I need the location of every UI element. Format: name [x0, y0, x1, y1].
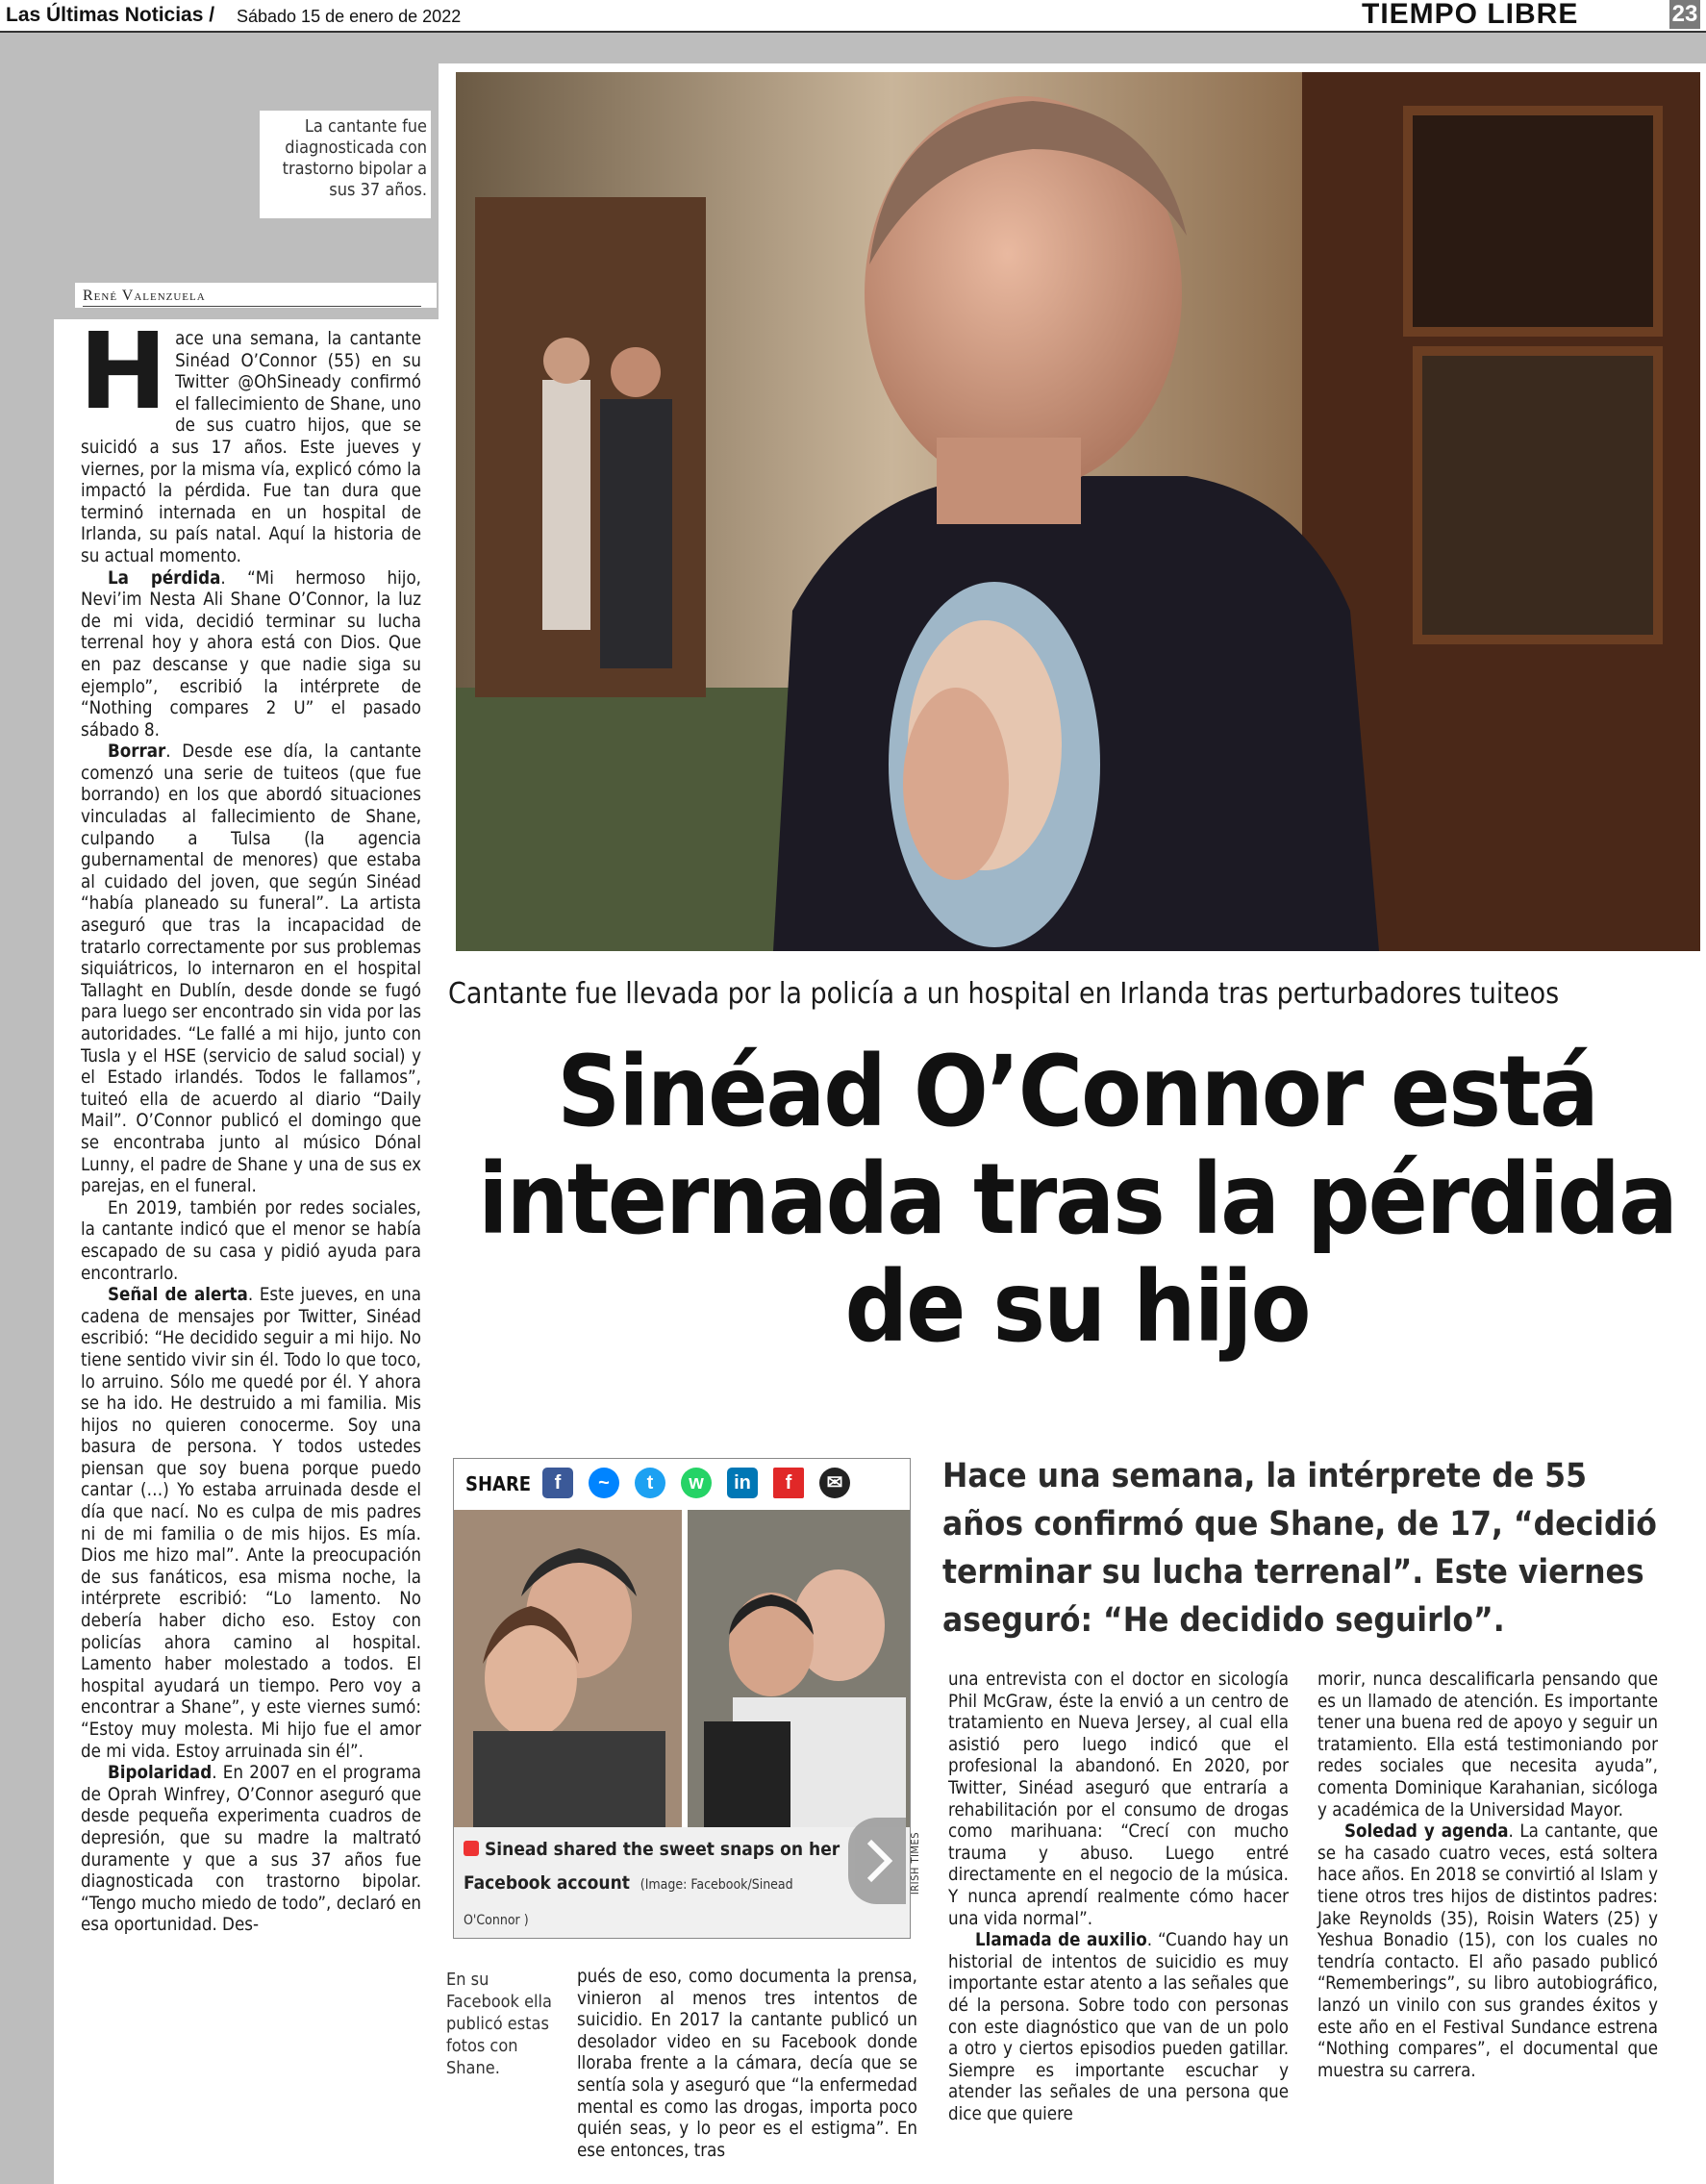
- twitter-icon: t: [635, 1468, 665, 1498]
- facebook-icon: f: [542, 1468, 573, 1498]
- section-title: TIEMPO LIBRE: [1362, 0, 1579, 30]
- next-arrow-button: [848, 1818, 906, 1904]
- paragraph-2019: En 2019, también por redes sociales, la cantante indicó que el menor se había escapado de su casa y pidió ayuda para encontrarlo.: [81, 1197, 421, 1284]
- subhead-borrar: Borrar: [108, 741, 166, 763]
- deck: Hace una semana, la intérprete de 55 años confirmó que Shane, de 17, “decidió terminar su lucha terrenal”. Este viernes aseguró: “He decidido seguirlo”.: [942, 1457, 1657, 1640]
- headline-line-3: de su hijo: [844, 1250, 1310, 1365]
- paragraph-borrar: . Desde ese día, la cantante comenzó una serie de tuiteos (que fue borrando) en los que abordó situaciones vinculadas al fallecimiento de Shane, culpando a Tulsa (la agencia gubernamental de menores) que estaba al cuidado del joven, que según Sinéad “había planeado su funeral”. La artista aseguró que tras la incapacidad de tratarlo correctamente por sus problemas siquiátricos, lo internaron en el hospital Tallaght en Dublín, desde donde se fugó para luego ser encontrado sin vida por las autoridades. “Le fallé a mi hijo, junto con Tusla y el HSE (servicio de salud social) y el Estado irlandés. Todos le fallamos”, tuiteó ella de acuerdo al diario “Daily Mail”. O’Connor publicó el domingo que se encontraba junto al músico Dónal Lunny, el padre de Shane y una de sus ex parejas, en el funeral.: [81, 741, 421, 1197]
- col2-paragraph: pués de eso, como documenta la prensa, vinieron al menos tres intentos de suicidio. En 2017 la cantante publicó un desolador video en su Facebook donde lloraba frente a la cámara, decía que se sentía sola y aseguró que “la enfermedad mental es como las drogas, importa poco quién seas, y lo peor es el estigma”. En ese entonces, tras: [577, 1967, 917, 2161]
- column-2: [577, 1967, 917, 2162]
- caption-bold-2: Facebook account: [464, 1872, 630, 1894]
- intro-paragraph: ace una semana, la cantante Sinéad O’Connor (55) en su Twitter @OhSineady confirmó el fallecimiento de Shane, uno de sus cuatro hijos, que se suicidó a sus 17 años. Este jueves y viernes, por la misma vía, explicó cómo la impactó la pérdida. Fue tan dura que terminó internada en un hospital de Irlanda, su país natal. Aquí la historia de su actual momento.: [81, 329, 421, 566]
- messenger-icon: ~: [589, 1468, 619, 1498]
- subhead-soledad: Soledad y agenda: [1344, 1821, 1509, 1843]
- whatsapp-icon: w: [681, 1468, 712, 1498]
- subhead-perdida: La pérdida: [108, 567, 221, 589]
- email-icon: ✉: [819, 1468, 850, 1498]
- paragraph-bipolaridad: . En 2007 en el programa de Oprah Winfrey, O’Connor aseguró que desde pequeña experimenta cuadros de depresión, que su madre la maltrató duramente y que a sus 37 años fue diagnosticada con trastorno bipolar. “Tengo mucho miedo de todo”, declaró en esa oportunidad. Des-: [81, 1763, 421, 1936]
- caption-credit-1: (Image: Facebook/Sinead: [640, 1877, 793, 1893]
- left-column-text: [79, 310, 421, 1937]
- paragraph-perdida: . “Mi hermoso hijo, Nevi’im Nesta Ali Shane O’Connor, la luz de mi vida, decidió terminar su lucha terrenal hoy y ahora está con Dios. Que en paz descanse y que nadie siga su ejemplo”, escribió la intérprete de “Nothing compares 2 U” el pasado sábado 8.: [81, 567, 421, 741]
- flipboard-icon: f: [773, 1468, 804, 1498]
- kicker: Cantante fue llevada por la policía a un hospital en Irlanda tras perturbadores tuiteos: [448, 977, 1560, 1011]
- paragraph-auxilio: . “Cuando hay un historial de intentos de suicidio es muy importante estar atento a las señales que dé la persona. Sobre todo con personas con este diagnóstico que van de un polo a otro y ciertos episodios pueden gatillar. Siempre es importante escuchar y atender las señales de una persona que dice que quiere: [948, 1930, 1289, 2124]
- facebook-photos: [454, 1510, 910, 1858]
- page-number: 23: [1669, 0, 1700, 29]
- byline: René Valenzuela: [83, 288, 206, 304]
- photo-credit: IRISH TIMES: [909, 1832, 921, 1895]
- paragraph-soledad: . La cantante, que se ha casado cuatro veces, está soltera hace años. En 2018 se convirtió al Islam y tiene otros tres hijos de distintos padres: Jake Reynolds (35), Roisin Waters (25) y Yeshua Bonadio (15), con los cuales no tendría contacto. El año pasado publicó “Rememberings”, su libro autobiográfico, lanzó un vinilo con sus grandes éxitos y este año en el Festival Sundance estrena “Nothing compares”, el documental que muestra su carrera.: [1317, 1821, 1658, 2081]
- photo-caption-small: La cantante fue diagnosticada con trastorno bipolar a sus 37 años.: [260, 111, 431, 218]
- paragraph-senal: . Este jueves, en una cadena de mensajes por Twitter, Sinéad escribió: “He decidido seguir a mi hijo. No tiene sentido vivir sin él. Todo lo que toco, lo arruino. Sólo me quedé por él. Y ahora se ha ido. He destruido a mi familia. Mis hijos no quieren conocerme. Soy una basura de persona. Y todos ustedes piensan que soy buena porque puedo cantar (…) Yo estaba arruinada desde el día que nací. No es culpa de mis padres ni de mi familia o de mis hijos. Es mía. Dios me hizo mal”. Ante la preocupación de sus fanáticos, esa misma noche, la intérprete escribió: “Lo lamento. No debería haber dicho eso. Estoy con policías ahora camino al hospital. Lamento haber molestado a todos. El hospital ayudará un tiempo. Pero voy a encontrar a Shane”, y este viernes sumó: “Estoy muy molesta. Mi hijo fue el amor de mi vida. Estoy arruinada sin él”.: [81, 1285, 421, 1762]
- headline-line-2: internada tras la pérdida: [478, 1142, 1676, 1257]
- linkedin-icon: in: [727, 1468, 758, 1498]
- caption-credit-2: O'Connor ): [464, 1913, 529, 1928]
- facebook-caption: [464, 1833, 848, 1938]
- headline: [452, 1035, 1702, 1365]
- byline-rule: [83, 306, 421, 307]
- column-3: [948, 1669, 1289, 2125]
- col3-paragraph-1: una entrevista con el doctor en sicología Phil McGraw, éste la envió a un centro de tratamiento en Nueva Jersey, al cual ella asistió pero luego indicó que el profesional la abandonó. En 2020, por Twitter, Sinéad aseguró que entraría a rehabilitación por el consumo de drogas como marihuana: “Crecí con mucho trauma y abuso. Luego entré directamente en el negocio de la música. Y nunca aprendí realmente cómo hacer una vida normal”.: [948, 1669, 1289, 1929]
- drop-cap: H: [79, 310, 168, 433]
- caption-bold-1: Sinead shared the sweet snaps on her: [485, 1839, 840, 1860]
- share-label: SHARE: [465, 1472, 532, 1495]
- col4-paragraph-1: morir, nunca descalificarla pensando que es un llamado de atención. Es importante tener una buena red de apoyo y seguir un tratamiento. Ella está testimoniando por redes sociales que necesita ayuda”, comenta Dominique Karahanian, sicóloga y académica de la Universidad Mayor.: [1317, 1669, 1658, 1820]
- subhead-senal: Señal de alerta: [108, 1285, 248, 1306]
- inset-caption: En su Facebook ella publicó estas fotos con Shane.: [446, 1970, 552, 2078]
- issue-date: Sábado 15 de enero de 2022: [237, 7, 462, 26]
- column-4: [1317, 1669, 1658, 2082]
- headline-line-1: Sinéad O’Connor está: [557, 1035, 1597, 1149]
- subhead-auxilio: Llamada de auxilio: [975, 1930, 1147, 1951]
- newspaper-name: Las Últimas Noticias /: [6, 4, 215, 26]
- main-photo: [456, 72, 1700, 951]
- subhead-bipolaridad: Bipolaridad: [108, 1763, 213, 1784]
